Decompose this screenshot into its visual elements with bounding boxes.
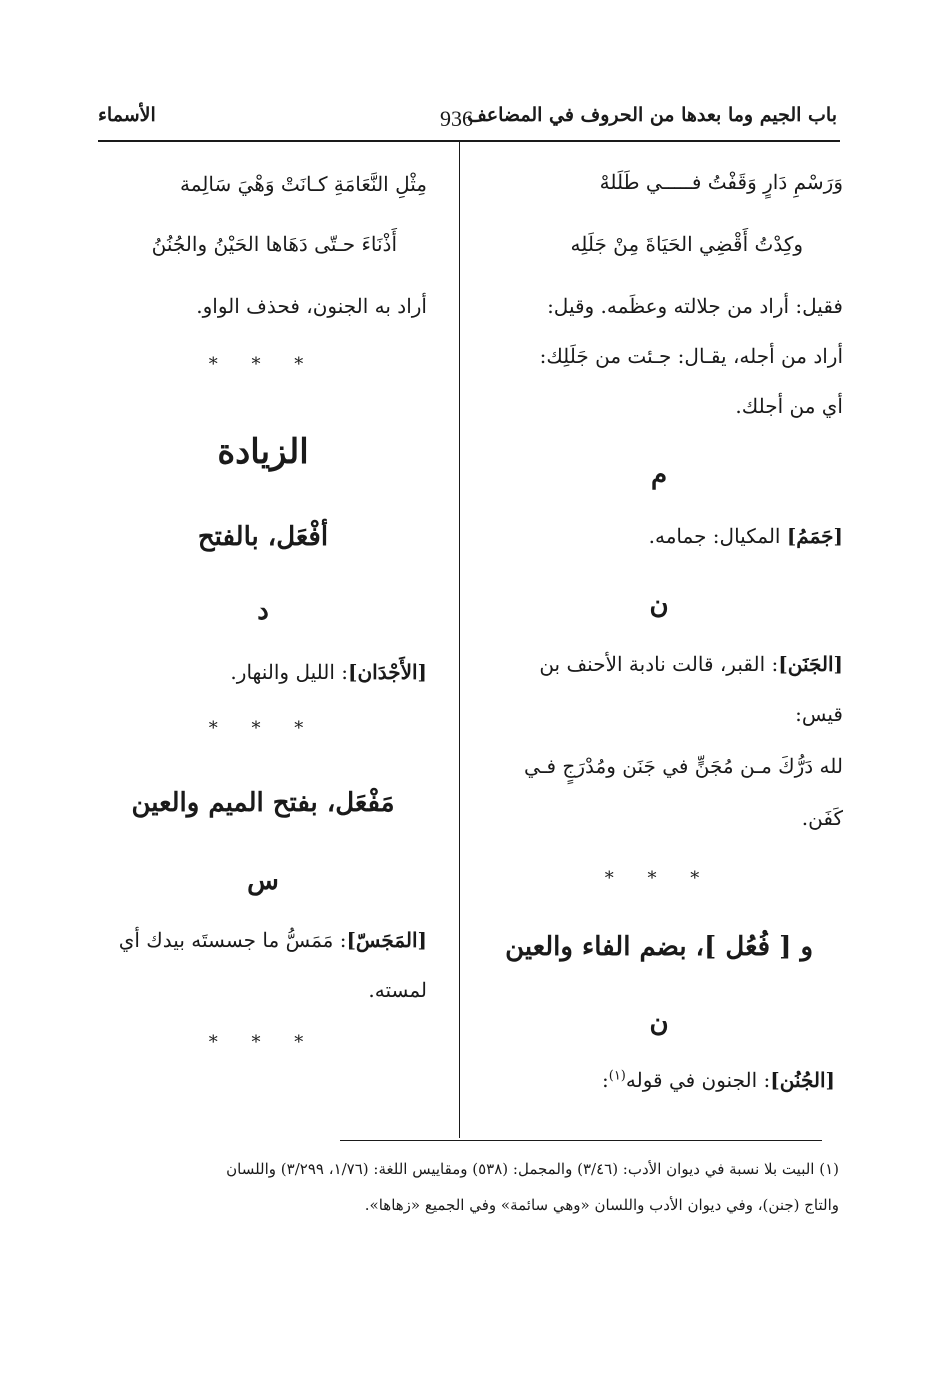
letter-heading-mim: م	[650, 460, 668, 490]
paragraph-line: أراد به الجنون، فحذف الواو.	[196, 294, 427, 318]
headword: [المَجَسّ]	[346, 928, 427, 952]
pattern-heading: و [ فُعُل ]، بضم الفاء والعين	[505, 932, 813, 962]
column-divider	[459, 142, 460, 1138]
entry-line	[230, 660, 427, 684]
entry-line: لمسته.	[368, 978, 427, 1002]
entry-line	[539, 652, 843, 676]
footnote-line: والتاج (جنن)، وفي ديوان الأدب واللسان «وهي سائمة» وفي الجميع «زهاها».	[364, 1196, 839, 1214]
footnote-ref: (١)	[608, 1068, 626, 1084]
section-separator: * * *	[208, 718, 318, 739]
running-header-chapter: باب الجيم وما بعدها من الحروف في المضاعف	[467, 104, 837, 126]
running-header-section: الأسماء	[98, 104, 156, 126]
paragraph-line: فقيل: أراد من جلالته وعظَمه. وقيل:	[547, 294, 843, 318]
section-separator: * * *	[208, 354, 318, 375]
verse-line: وَرَسْمِ دَارٍ وَقَفْتُ فـــــي طَلَلهْ	[599, 170, 843, 194]
entry-line	[649, 524, 843, 548]
pattern-heading: مَفْعَل، بفتح الميم والعين	[131, 788, 395, 818]
entry-text: المكيال: جمامه.	[648, 524, 787, 548]
section-title: الزيادة	[217, 432, 309, 472]
entry-text: : الجنون في قوله	[625, 1068, 771, 1092]
verse-line: مِثْلِ النَّعَامَةِ كـانَتْ وَهْيَ سَالِمة	[180, 172, 427, 196]
entry-text: : مَمَسُّ ما جسستَه بيدك أي	[118, 928, 347, 952]
paragraph-line: أي من أجلك.	[735, 394, 843, 418]
paragraph-line: أراد من أجله، يقـال: جـئت من جَلَلِك:	[539, 344, 843, 368]
section-separator: * * *	[208, 1032, 318, 1053]
footnote-line: (١) البيت بلا نسبة في ديوان الأدب: (٣/٤٦) والمجمل: (٥٣٨) ومقاييس اللغة: (١/٧٦، ٣/٢٩٩) واللسان	[226, 1160, 839, 1178]
letter-heading-nun: ن	[649, 1008, 669, 1038]
letter-heading-nun: ن	[649, 590, 669, 620]
verse-line: كَفَن.	[801, 806, 843, 830]
page-number: 936	[440, 106, 473, 131]
headword: [الجُنُن]	[770, 1068, 835, 1092]
entry-text: : القبر، قالت نادبة الأحنف بن	[539, 652, 779, 676]
letter-heading-dal: د	[257, 596, 269, 626]
entry-line	[119, 928, 427, 952]
verse-line: وكِدْتُ أَقْضِي الحَيَاةَ مِنْ جَلَلِه	[570, 232, 803, 256]
headword: [جَمَمُ]	[786, 524, 843, 548]
entry-text: :	[601, 1068, 609, 1092]
entry-line	[602, 1068, 835, 1092]
headword: [الجَنَن]	[778, 652, 843, 676]
section-separator: * * *	[604, 868, 714, 889]
header-rule	[98, 140, 840, 142]
headword: [الأَجْدَان]	[348, 660, 427, 684]
entry-text: : الليل والنهار.	[230, 660, 348, 684]
entry-line: قيس:	[795, 702, 843, 726]
verse-line: أَذْنَاءَ حـتّى دَهَاها الحَيْنُ والجُنُنُ	[151, 232, 397, 256]
footnote-rule	[340, 1140, 822, 1141]
letter-heading-sin: س	[247, 866, 279, 896]
pattern-heading: أفْعَل، بالفتح	[197, 522, 329, 552]
verse-line: لله دَرُّكَ مـن مُجَنٍّ في جَنَن ومُدْرَجٍ فـي	[523, 754, 843, 778]
